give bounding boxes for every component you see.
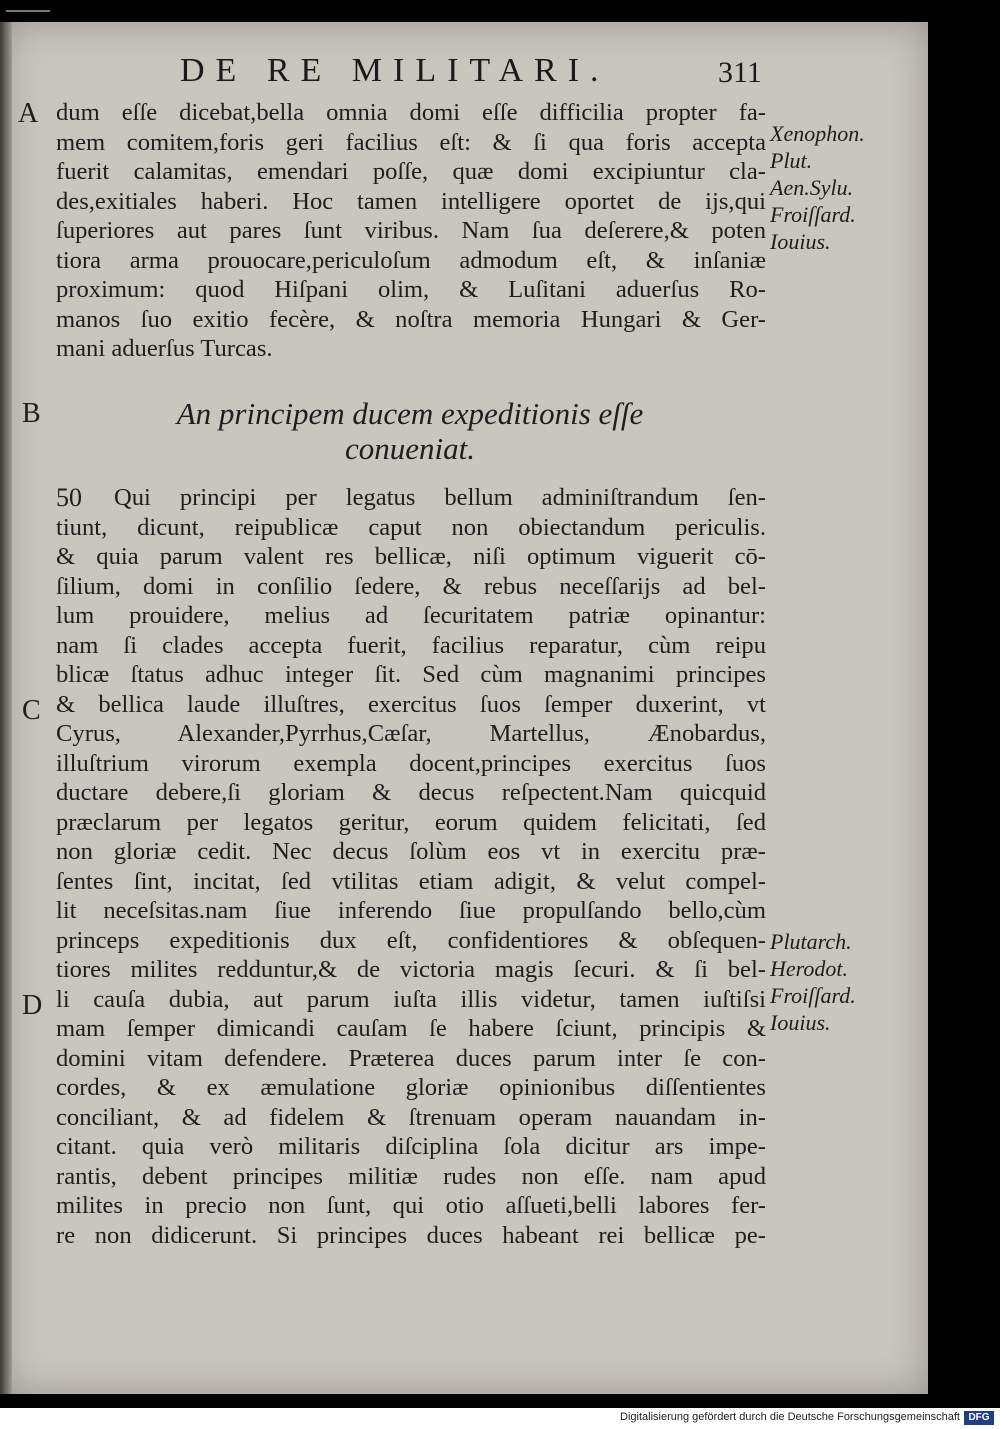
sidenote-2 xyxy=(770,928,880,1036)
chapter-heading xyxy=(150,396,670,466)
text-line: fuerit calamitas, emendari poſſe, quæ domi excipiuntur cla- xyxy=(56,158,766,185)
text-line: milites in precio non ſunt, qui otio aſſueti,belli labores fer- xyxy=(56,1192,766,1219)
section-marker-c: C xyxy=(22,695,41,726)
text-line: nam ſi clades accepta fuerit, facilius reparatur, cùm reipu xyxy=(56,631,766,659)
text-line: præclarum per legatos geritur, eorum quidem felicitati, ſed xyxy=(56,808,766,836)
text-line: mam ſemper dimicandi cauſam ſe habere ſciunt, principis & xyxy=(56,1015,766,1042)
paragraph-2 xyxy=(56,483,766,1250)
text-line: non gloriæ cedit. Nec decus ſolùm eos vt in exercitu præ- xyxy=(56,838,766,865)
page-number: 311 xyxy=(718,56,762,89)
text-line: tiores milites redduntur,& de victoria magis ſecuri. & ſi bel- xyxy=(56,956,766,983)
sidenote-line: Aen.Sylu. xyxy=(770,175,854,200)
text-line: cordes, & ex æmulatione gloriæ opinionibus diſſentientes xyxy=(56,1074,766,1101)
footer-bar xyxy=(0,1408,1000,1429)
dfg-logo[interactable]: DFG xyxy=(964,1411,994,1425)
sidenote-line: Iouius. xyxy=(770,229,831,254)
sidenote-line: Plut. xyxy=(770,148,813,173)
text-line: re non didicerunt. Si principes duces habeant rei bellicæ pe- xyxy=(56,1221,766,1249)
sidenote-line: Xenophon. xyxy=(770,121,865,146)
running-head: DE RE MILITARI. xyxy=(180,52,610,89)
sidenote-line: Froiſſard. xyxy=(770,983,856,1008)
heading-line: An principem ducem expeditionis eſſe xyxy=(176,396,644,431)
text-line: lit neceſsitas.nam ſiue inferendo ſiue propulſando bello,cùm xyxy=(56,897,766,924)
text-line: ſilium, domi in conſilio ſedere, & rebus neceſſarijs ad bel- xyxy=(56,572,766,600)
top-mark xyxy=(6,10,50,12)
text-line: rantis, debent principes militiæ rudes non eſſe. nam apud xyxy=(56,1162,766,1190)
section-marker-a: A xyxy=(18,98,39,129)
text-line: tiunt, dicunt, reipublicæ caput non obiectandum periculis. xyxy=(56,513,766,541)
sidenote-line: Froiſſard. xyxy=(770,202,856,227)
sidenote-1 xyxy=(770,120,880,255)
heading-line: conueniat. xyxy=(345,431,475,466)
text-line: ſentes ſint, incitat, ſed vtilitas etiam adigit, & velut compel- xyxy=(56,867,766,895)
scan-top-edge xyxy=(0,0,1000,22)
sidenote-line: Herodot. xyxy=(770,956,849,981)
paragraph-1 xyxy=(56,98,766,364)
text-line: conciliant, & ad fidelem & ſtrenuam operam nauandam in- xyxy=(56,1103,766,1131)
text-line: proximum: quod Hiſpani olim, & Luſitani aduerſus Ro- xyxy=(56,276,766,303)
text-line: mem comitem,foris geri facilius eſt: & ſi qua foris accepta xyxy=(56,128,766,156)
text-line: & bellica laude illuſtres, exercitus ſuos ſemper duxerint, vt xyxy=(56,690,766,718)
text-line: li cauſa dubia, aut parum iuſta illis videtur, tamen iuſtiſsi xyxy=(56,985,766,1013)
text-line: mani aduerſus Turcas. xyxy=(56,335,273,362)
line-number: 50 xyxy=(56,483,82,512)
text-line: Qui principi per legatus bellum adminiſtrandum ſen- xyxy=(114,484,766,511)
text-line: des,exitiales haberi. Hoc tamen intelligere oportet de ijs,qui xyxy=(56,187,766,215)
text-line: & quia parum valent res bellicæ, niſi optimum viguerit cō- xyxy=(56,543,766,570)
text-line: tiora arma prouocare,periculoſum admodum eſt, & inſaniæ xyxy=(56,246,766,274)
text-line: ductare debere,ſi gloriam & decus reſpectent.Nam quicquid xyxy=(56,779,766,806)
text-line: citant. quia verò militaris diſciplina ſola dicitur ars impe- xyxy=(56,1133,766,1160)
text-line: blicæ ſtatus adhuc integer ſit. Sed cùm magnanimi principes xyxy=(56,661,766,688)
text-line: illuſtrium virorum exempla docent,principes exercitus ſuos xyxy=(56,749,766,777)
text-line: dum eſſe dicebat,bella omnia domi eſſe difficilia propter fa- xyxy=(56,99,766,126)
text-line: Cyrus, Alexander,Pyrrhus,Cæſar, Martellus, Ænobardus, xyxy=(56,720,766,747)
section-marker-d: D xyxy=(22,990,43,1021)
section-marker-b: B xyxy=(22,398,41,429)
sidenote-line: Iouius. xyxy=(770,1010,831,1035)
funding-notice: Digitalisierung gefördert durch die Deutsche Forschungsgemeinschaft xyxy=(620,1411,960,1423)
text-line: ſuperiores aut pares ſunt viribus. Nam ſua deſerere,& poten xyxy=(56,217,766,244)
text-line: domini vitam defendere. Præterea duces parum inter ſe con- xyxy=(56,1044,766,1072)
sidenote-line: Plutarch. xyxy=(770,929,852,954)
text-line: lum prouidere, melius ad ſecuritatem patriæ opinantur: xyxy=(56,602,766,629)
page-gutter-shadow xyxy=(0,22,12,1394)
text-line: manos ſuo exitio fecère, & noſtra memoria Hungari & Ger- xyxy=(56,305,766,333)
text-line: princeps expeditionis dux eſt, confidentiores & obſequen- xyxy=(56,926,766,954)
